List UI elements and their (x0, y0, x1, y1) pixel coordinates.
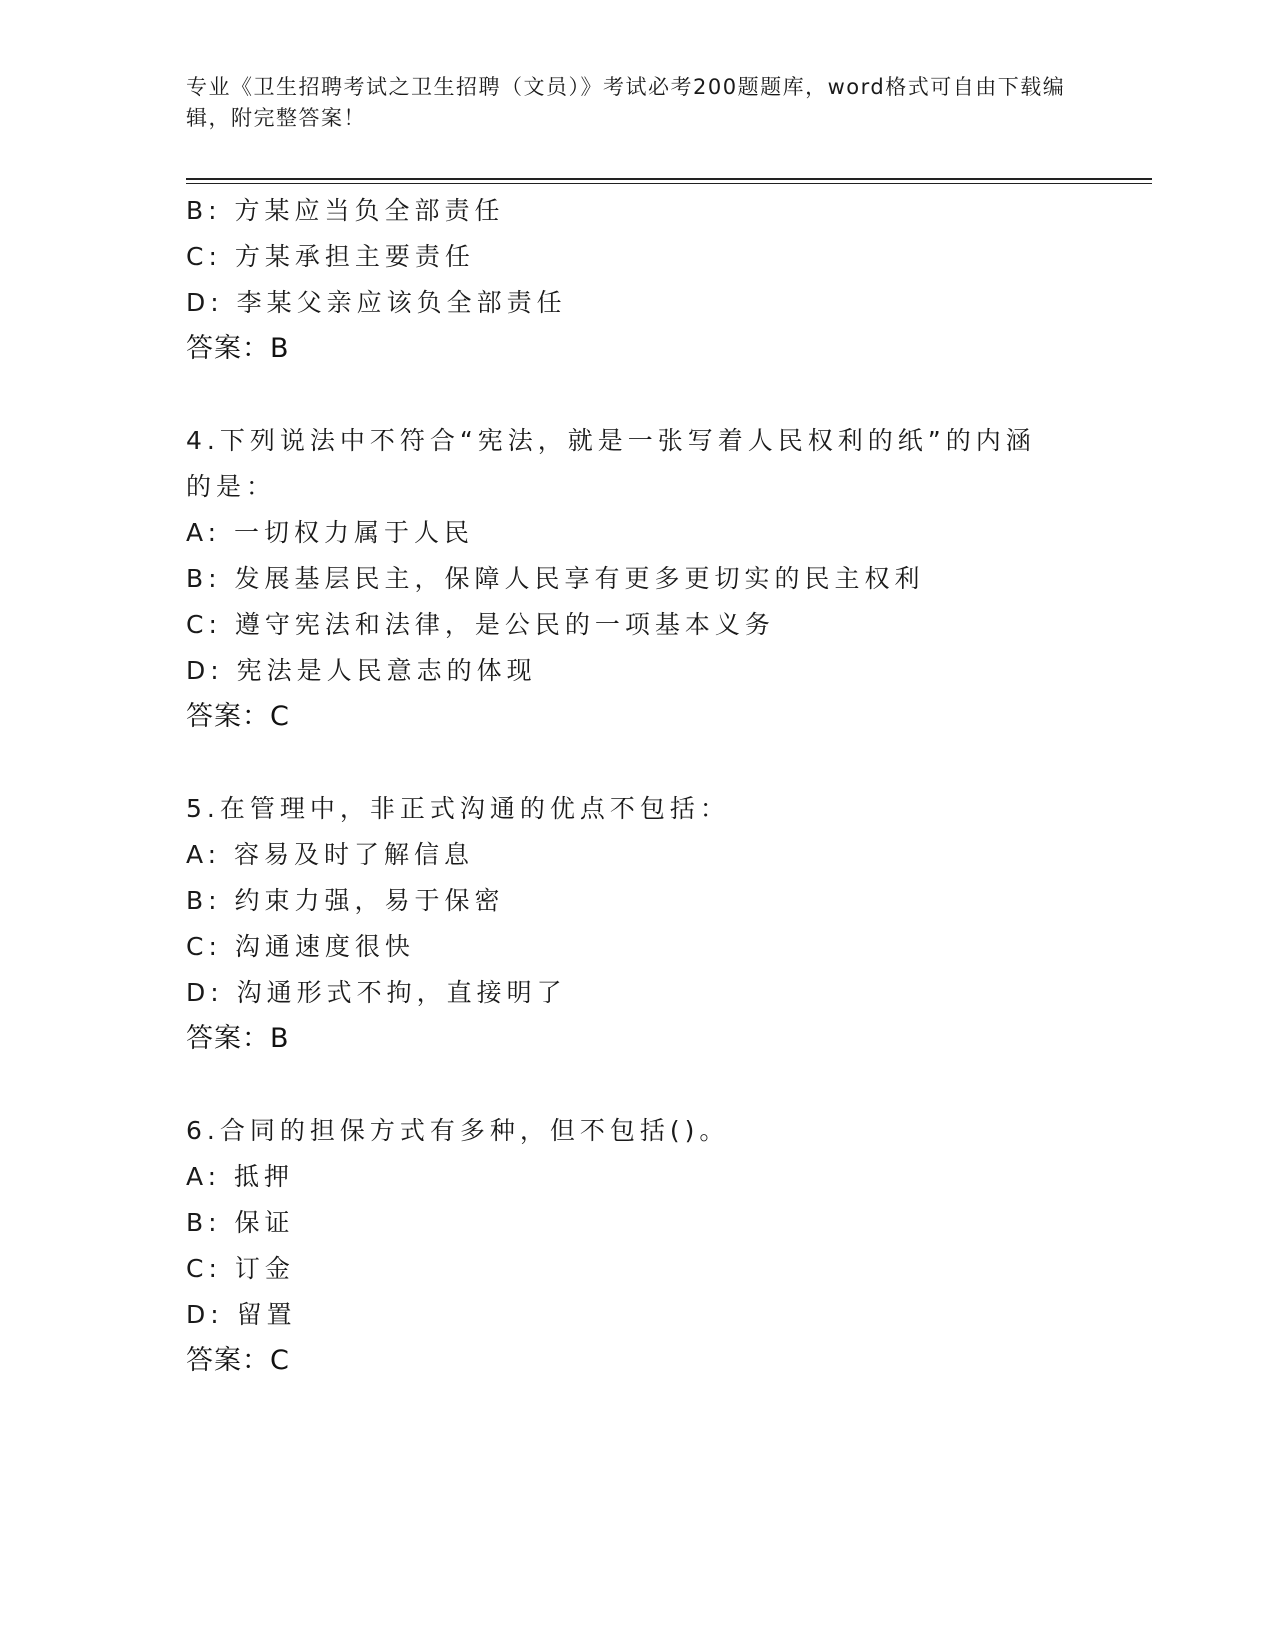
question-5-block (186, 786, 1086, 1062)
q5-option-b: B: 约束力强，易于保密 (186, 886, 505, 915)
q3-answer: 答案：B (186, 333, 290, 364)
q6-option-a: A: 抵押 (186, 1162, 295, 1191)
question-6-block (186, 1108, 1086, 1384)
q3-option-b: B: 方某应当负全部责任 (186, 196, 505, 225)
q5-answer: 答案：B (186, 1023, 290, 1054)
q4-stem: 4.下列说法中不符合“宪法，就是一张写着人民权利的纸”的内涵的是： (186, 426, 1036, 501)
q5-option-a: A: 容易及时了解信息 (186, 840, 475, 869)
q4-answer: 答案：C (186, 701, 290, 732)
header-divider-top (186, 178, 1152, 180)
q6-option-d: D: 留置 (186, 1300, 297, 1329)
q5-option-c: C: 沟通速度很快 (186, 932, 415, 961)
q6-answer: 答案：C (186, 1345, 290, 1376)
spacer (186, 372, 1086, 418)
q3-option-c: C: 方某承担主要责任 (186, 242, 475, 271)
question-list (186, 188, 1086, 1384)
q4-option-a: A: 一切权力属于人民 (186, 518, 475, 547)
q6-stem: 6.合同的担保方式有多种，但不包括()。 (186, 1116, 730, 1145)
q5-stem: 5.在管理中，非正式沟通的优点不包括： (186, 794, 730, 823)
q4-option-c: C: 遵守宪法和法律，是公民的一项基本义务 (186, 610, 775, 639)
q5-option-d: D: 沟通形式不拘，直接明了 (186, 978, 567, 1007)
question-4-block (186, 418, 1086, 740)
document-header (186, 72, 1066, 134)
q4-option-d: D: 宪法是人民意志的体现 (186, 656, 537, 685)
q6-option-b: B: 保证 (186, 1208, 295, 1237)
q4-option-b: B: 发展基层民主，保障人民享有更多更切实的民主权利 (186, 564, 925, 593)
q3-option-d: D: 李某父亲应该负全部责任 (186, 288, 567, 317)
spacer (186, 740, 1086, 786)
header-divider-bottom (186, 183, 1152, 184)
question-3-block (186, 188, 1086, 372)
header-intro-text: 专业《卫生招聘考试之卫生招聘（文员）》考试必考200题题库，word格式可自由下载编辑，附完整答案！ (186, 75, 1066, 130)
q6-option-c: C: 订金 (186, 1254, 295, 1283)
spacer (186, 1062, 1086, 1108)
